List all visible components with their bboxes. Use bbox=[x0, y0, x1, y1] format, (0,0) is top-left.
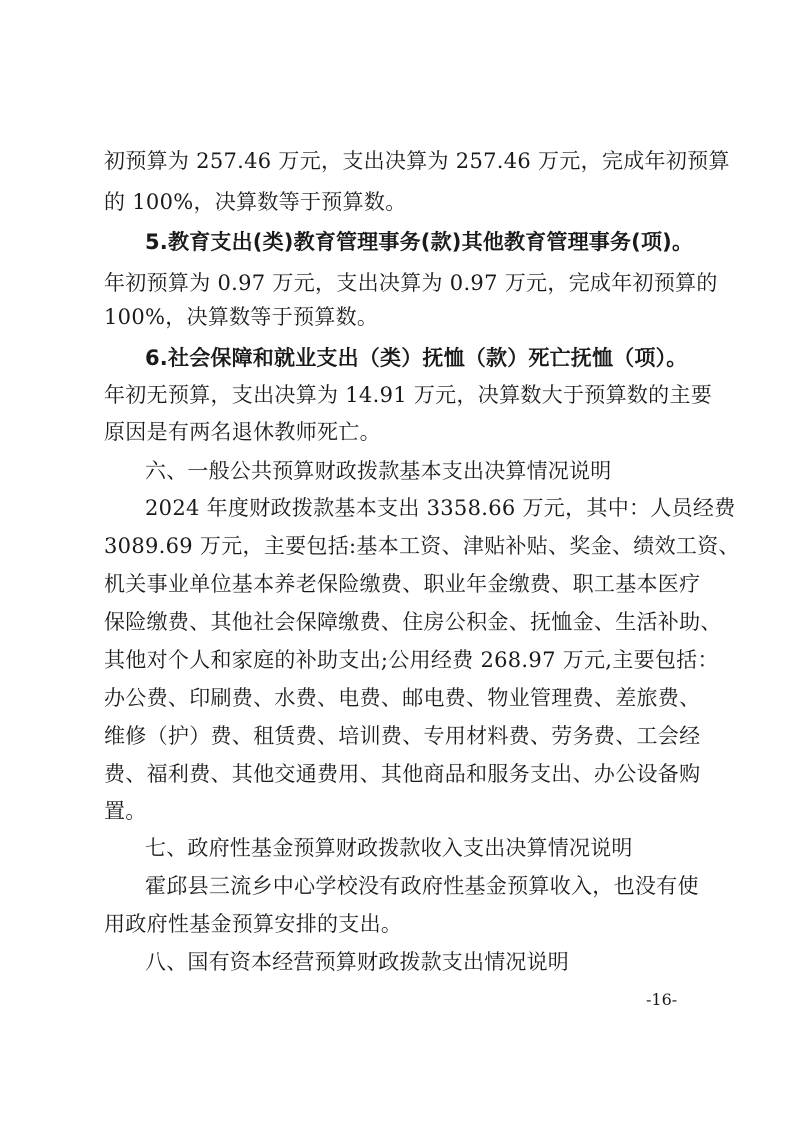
paragraph-line: 霍邱县三流乡中心学校没有政府性基金预算收入，也没有使 bbox=[145, 874, 699, 898]
paragraph-line: 3089.69 万元，主要包括:基本工资、津贴补贴、奖金、绩效工资、 bbox=[104, 534, 740, 558]
section-title-six: 六、一般公共预算财政拨款基本支出决算情况说明 bbox=[145, 459, 612, 483]
page-number: -16- bbox=[646, 990, 678, 1009]
paragraph-line: 100%，决算数等于预算数。 bbox=[104, 305, 379, 329]
section-title-eight: 八、国有资本经营预算财政拨款支出情况说明 bbox=[145, 950, 569, 974]
subheading-social-security: 6.社会保障和就业支出（类）抚恤（款）死亡抚恤（项）。 bbox=[145, 346, 688, 370]
paragraph-line: 初预算为 257.46 万元，支出决算为 257.46 万元，完成年初预算 bbox=[104, 149, 730, 173]
paragraph-line: 用政府性基金预算安排的支出。 bbox=[104, 912, 403, 936]
paragraph-line: 费、福利费、其他交通费用、其他商品和服务支出、办公设备购 bbox=[104, 762, 701, 786]
paragraph-line: 的 100%，决算数等于预算数。 bbox=[104, 190, 407, 214]
paragraph-line: 置。 bbox=[104, 799, 147, 823]
paragraph-line: 年初无预算，支出决算为 14.91 万元，决算数大于预算数的主要 bbox=[104, 383, 713, 407]
paragraph-line: 其他对个人和家庭的补助支出;公用经费 268.97 万元,主要包括： bbox=[104, 648, 719, 672]
paragraph-line: 2024 年度财政拨款基本支出 3358.66 万元，其中：人员经费 bbox=[145, 496, 736, 520]
paragraph-line: 原因是有两名退休教师死亡。 bbox=[104, 420, 381, 444]
paragraph-line: 维修（护）费、租赁费、培训费、专用材料费、劳务费、工会经 bbox=[104, 724, 701, 748]
paragraph-line: 机关事业单位基本养老保险缴费、职业年金缴费、职工基本医疗 bbox=[104, 572, 701, 596]
paragraph-line: 年初预算为 0.97 万元，支出决算为 0.97 万元，完成年初预算的 bbox=[104, 271, 718, 295]
paragraph-line: 保险缴费、其他社会保障缴费、住房公积金、抚恤金、生活补助、 bbox=[104, 610, 722, 634]
paragraph-line: 办公费、印刷费、水费、电费、邮电费、物业管理费、差旅费、 bbox=[104, 686, 701, 710]
subheading-education-other: 5.教育支出(类)教育管理事务(款)其他教育管理事务(项)。 bbox=[145, 230, 694, 254]
section-title-seven: 七、政府性基金预算财政拨款收入支出决算情况说明 bbox=[145, 836, 633, 860]
